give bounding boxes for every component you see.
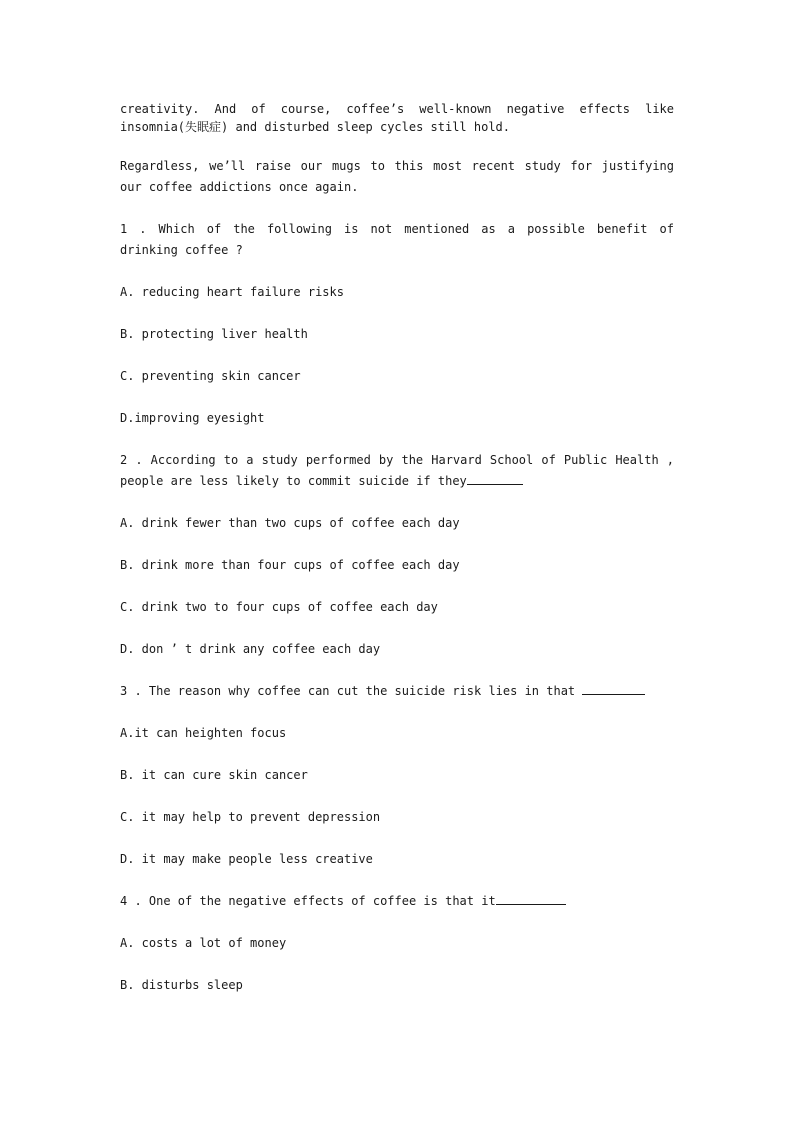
- question-stem: 4 . One of the negative effects of coffee is that it: [120, 891, 674, 912]
- document-page: [120, 100, 674, 996]
- answer-blank: [467, 472, 523, 485]
- answer-blank: [496, 892, 566, 905]
- question-stem: 1 . Which of the following is not mentioned as a possible benefit of drinking coffee ?: [120, 222, 674, 257]
- answer-option: A. costs a lot of money: [120, 936, 287, 950]
- answer-option: D. don ’ t drink any coffee each day: [120, 642, 381, 656]
- answer-option: A.it can heighten focus: [120, 726, 287, 740]
- question-stem: 2 . According to a study performed by the Harvard School of Public Health , people are less likely to commit suicide if they: [120, 453, 674, 488]
- answer-option: B. drink more than four cups of coffee each day: [120, 558, 460, 572]
- answer-option: B. protecting liver health: [120, 327, 308, 341]
- answer-option: D.improving eyesight: [120, 411, 265, 425]
- answer-blank: [582, 682, 645, 695]
- answer-option: A. drink fewer than two cups of coffee each day: [120, 516, 460, 530]
- answer-option: C. it may help to prevent depression: [120, 810, 381, 824]
- answer-option: A. reducing heart failure risks: [120, 285, 344, 299]
- answer-option: B. it can cure skin cancer: [120, 768, 308, 782]
- answer-option: C. drink two to four cups of coffee each day: [120, 600, 438, 614]
- answer-option: C. preventing skin cancer: [120, 369, 301, 383]
- answer-option: D. it may make people less creative: [120, 852, 373, 866]
- answer-option: B. disturbs sleep: [120, 978, 243, 992]
- passage-paragraph: creativity. And of course, coffee’s well-known negative effects like insomnia(失眠症) and disturbed sleep cycles still hold.: [120, 102, 674, 134]
- question-stem: 3 . The reason why coffee can cut the suicide risk lies in that: [120, 681, 674, 702]
- passage-paragraph: Regardless, we’ll raise our mugs to this most recent study for justifying our coffee addictions once again.: [120, 159, 674, 194]
